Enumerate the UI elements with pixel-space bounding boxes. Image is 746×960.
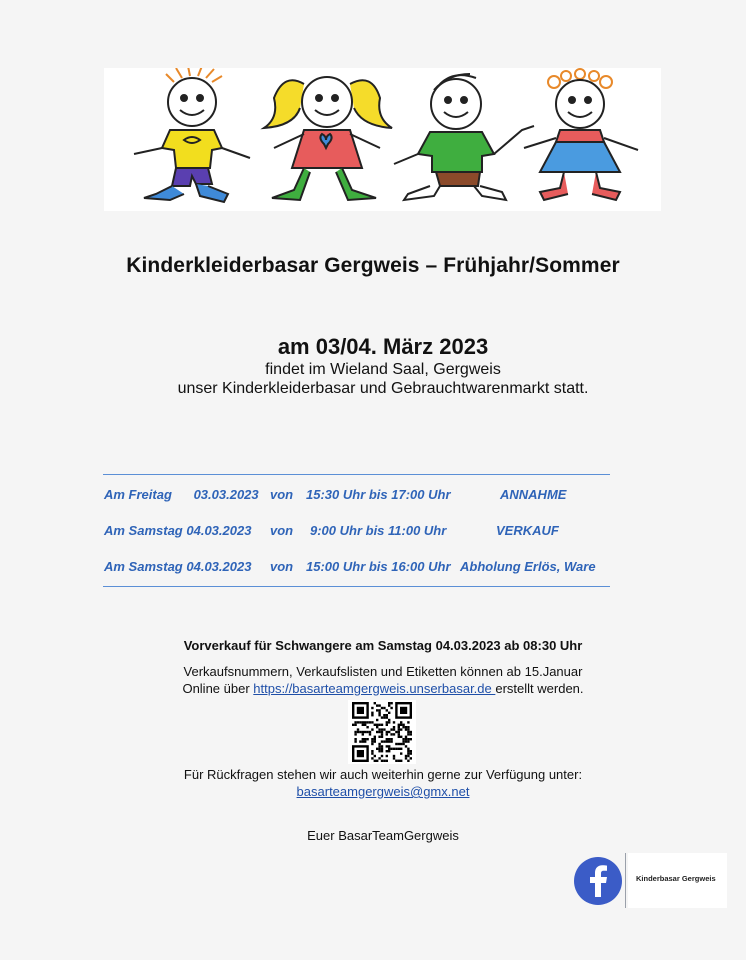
schedule-type: VERKAUF — [496, 523, 559, 538]
kids-illustration-banner — [104, 68, 661, 211]
schedule-type: Abholung Erlös, Ware — [460, 559, 596, 574]
schedule-row — [104, 559, 624, 577]
child-figure-4 — [524, 69, 638, 200]
event-date: am 03/04. März 2023 — [277, 334, 489, 359]
schedule-von: von — [270, 523, 294, 538]
schedule-time: 15:30 Uhr bis 17:00 Uhr — [306, 487, 451, 502]
schedule-type: ANNAHME — [500, 487, 567, 502]
facebook-badge[interactable] — [572, 853, 727, 908]
info-line-1: Verkaufsnummern, Verkaufslisten und Etiketten können ab 15.Januar — [183, 664, 583, 679]
schedule-row — [104, 523, 624, 541]
presale-notice: Vorverkauf für Schwangere am Samstag 04.03.2023 ab 08:30 Uhr — [183, 638, 583, 653]
child-figure-2 — [264, 77, 392, 200]
child-figure-1 — [134, 68, 250, 202]
qr-code — [348, 700, 416, 764]
schedule-top-divider — [103, 474, 610, 475]
child-figure-3 — [394, 74, 534, 200]
qr-code-graphic — [348, 700, 416, 764]
facebook-divider — [625, 853, 626, 908]
contact-email-line — [0, 784, 746, 799]
facebook-icon — [574, 857, 622, 905]
schedule-von: von — [270, 559, 294, 574]
schedule-day: Am Samstag 04.03.2023 — [104, 523, 252, 538]
schedule-day: Am Samstag 04.03.2023 — [104, 559, 252, 574]
contact-line: Für Rückfragen stehen wir auch weiterhin gerne zur Verfügung unter: — [183, 767, 583, 782]
schedule-bottom-divider — [103, 586, 610, 587]
facebook-page-name: Kinderbasar Gergweis — [636, 874, 716, 883]
info-line-2 — [0, 681, 746, 696]
event-description: unser Kinderkleiderbasar und Gebrauchtwarenmarkt statt. — [177, 380, 589, 397]
schedule-time: 9:00 Uhr bis 11:00 Uhr — [310, 523, 447, 538]
info-suffix: erstellt werden. — [495, 681, 584, 696]
schedule-time: 15:00 Uhr bis 16:00 Uhr — [306, 559, 451, 574]
basar-website-link[interactable]: https://basarteamgergweis.unserbasar.de — [253, 681, 496, 696]
schedule-row — [104, 487, 624, 505]
schedule-day: Am Freitag 03.03.2023 — [104, 487, 259, 502]
schedule-von: von — [270, 487, 294, 502]
signoff: Euer BasarTeamGergweis — [307, 828, 459, 843]
info-prefix: Online über — [182, 681, 254, 696]
event-venue: findet im Wieland Saal, Gergweis — [265, 361, 501, 378]
page-title: Kinderkleiderbasar Gergweis – Frühjahr/Sommer — [126, 254, 620, 277]
children-drawing — [104, 68, 661, 211]
contact-email-link[interactable]: basarteamgergweis@gmx.net — [296, 784, 470, 799]
